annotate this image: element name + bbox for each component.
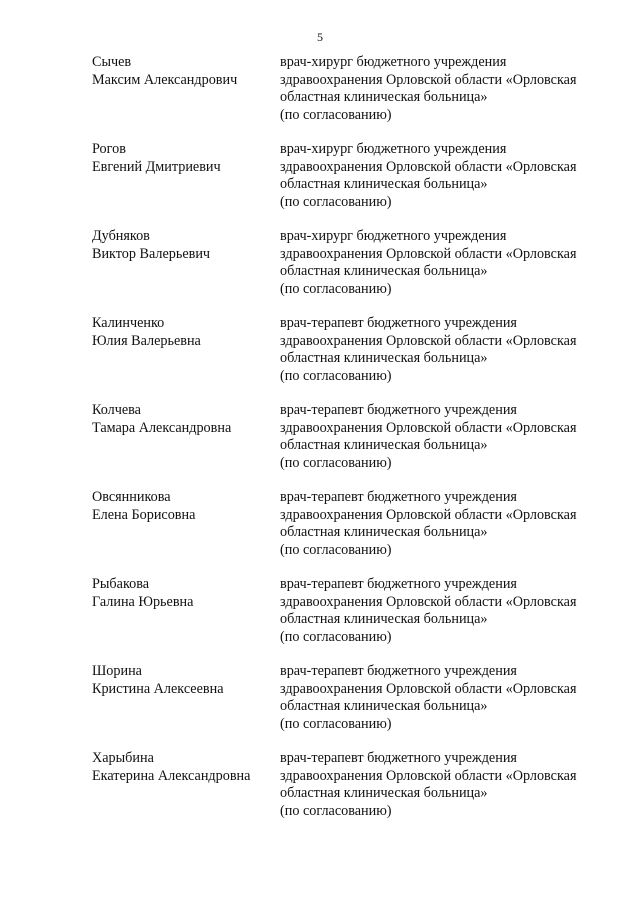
position-line: здравоохранения Орловской области «Орловская — [280, 158, 577, 175]
member-given-names: Галина Юрьевна — [92, 593, 194, 610]
member-given-names: Максим Александрович — [92, 71, 238, 88]
member-name — [92, 750, 280, 837]
page-number: 5 — [317, 30, 323, 44]
member-name — [92, 228, 280, 315]
position-line: (по согласованию) — [280, 541, 392, 558]
position-line: здравоохранения Орловской области «Орловская — [280, 680, 577, 697]
member-surname: Шорина — [92, 663, 142, 679]
position-line: областная клиническая больница» — [280, 611, 488, 628]
position-line: врач-хирург бюджетного учреждения — [280, 54, 507, 70]
position-line: врач-терапевт бюджетного учреждения — [280, 576, 517, 592]
member-position — [280, 489, 576, 576]
member-given-names: Елена Борисовна — [92, 506, 196, 523]
member-given-names: Тамара Александровна — [92, 419, 232, 436]
member-given-names: Юлия Валерьевна — [92, 332, 201, 349]
member-surname: Дубняков — [92, 228, 150, 244]
member-entry — [92, 663, 612, 750]
position-line: (по согласованию) — [280, 280, 392, 297]
member-surname: Харыбина — [92, 750, 154, 766]
member-position — [280, 750, 576, 837]
position-line: врач-хирург бюджетного учреждения — [280, 141, 507, 157]
member-list — [92, 54, 612, 837]
member-position — [280, 576, 576, 663]
member-name — [92, 576, 280, 663]
member-entry — [92, 228, 612, 315]
member-position — [280, 54, 576, 141]
position-line: здравоохранения Орловской области «Орловская — [280, 71, 577, 88]
member-given-names: Екатерина Александровна — [92, 767, 251, 784]
member-position — [280, 315, 576, 402]
position-line: областная клиническая больница» — [280, 350, 488, 367]
member-surname: Калинченко — [92, 315, 165, 331]
position-line: врач-хирург бюджетного учреждения — [280, 228, 507, 244]
member-name — [92, 489, 280, 576]
member-surname: Рыбакова — [92, 576, 150, 592]
position-line: врач-терапевт бюджетного учреждения — [280, 315, 517, 331]
member-position — [280, 141, 576, 228]
position-line: областная клиническая больница» — [280, 524, 488, 541]
position-line: здравоохранения Орловской области «Орловская — [280, 419, 577, 436]
position-line: (по согласованию) — [280, 106, 392, 123]
member-entry — [92, 489, 612, 576]
position-line: врач-терапевт бюджетного учреждения — [280, 489, 517, 505]
position-line: (по согласованию) — [280, 802, 392, 819]
position-line: здравоохранения Орловской области «Орловская — [280, 245, 577, 262]
member-given-names: Евгений Дмитриевич — [92, 158, 221, 175]
member-entry — [92, 576, 612, 663]
member-entry — [92, 750, 612, 837]
position-line: здравоохранения Орловской области «Орловская — [280, 767, 577, 784]
member-entry — [92, 315, 612, 402]
position-line: здравоохранения Орловской области «Орловская — [280, 593, 577, 610]
position-line: здравоохранения Орловской области «Орловская — [280, 506, 577, 523]
position-line: врач-терапевт бюджетного учреждения — [280, 750, 517, 766]
member-surname: Рогов — [92, 141, 126, 157]
position-line: областная клиническая больница» — [280, 263, 488, 280]
position-line: областная клиническая больница» — [280, 785, 488, 802]
position-line: (по согласованию) — [280, 628, 392, 645]
member-surname: Колчева — [92, 402, 141, 418]
member-position — [280, 228, 576, 315]
member-name — [92, 54, 280, 141]
member-name — [92, 141, 280, 228]
member-entry — [92, 402, 612, 489]
position-line: врач-терапевт бюджетного учреждения — [280, 402, 517, 418]
member-entry — [92, 141, 612, 228]
member-surname: Сычев — [92, 54, 132, 70]
position-line: (по согласованию) — [280, 454, 392, 471]
member-entry — [92, 54, 612, 141]
member-name — [92, 315, 280, 402]
position-line: областная клиническая больница» — [280, 176, 488, 193]
member-name — [92, 663, 280, 750]
position-line: областная клиническая больница» — [280, 698, 488, 715]
member-given-names: Виктор Валерьевич — [92, 245, 211, 262]
member-given-names: Кристина Алексеевна — [92, 680, 224, 697]
position-line: (по согласованию) — [280, 715, 392, 732]
member-surname: Овсянникова — [92, 489, 171, 505]
position-line: (по согласованию) — [280, 193, 392, 210]
position-line: областная клиническая больница» — [280, 89, 488, 106]
position-line: (по согласованию) — [280, 367, 392, 384]
member-position — [280, 663, 576, 750]
position-line: областная клиническая больница» — [280, 437, 488, 454]
position-line: здравоохранения Орловской области «Орловская — [280, 332, 577, 349]
position-line: врач-терапевт бюджетного учреждения — [280, 663, 517, 679]
member-name — [92, 402, 280, 489]
member-position — [280, 402, 576, 489]
